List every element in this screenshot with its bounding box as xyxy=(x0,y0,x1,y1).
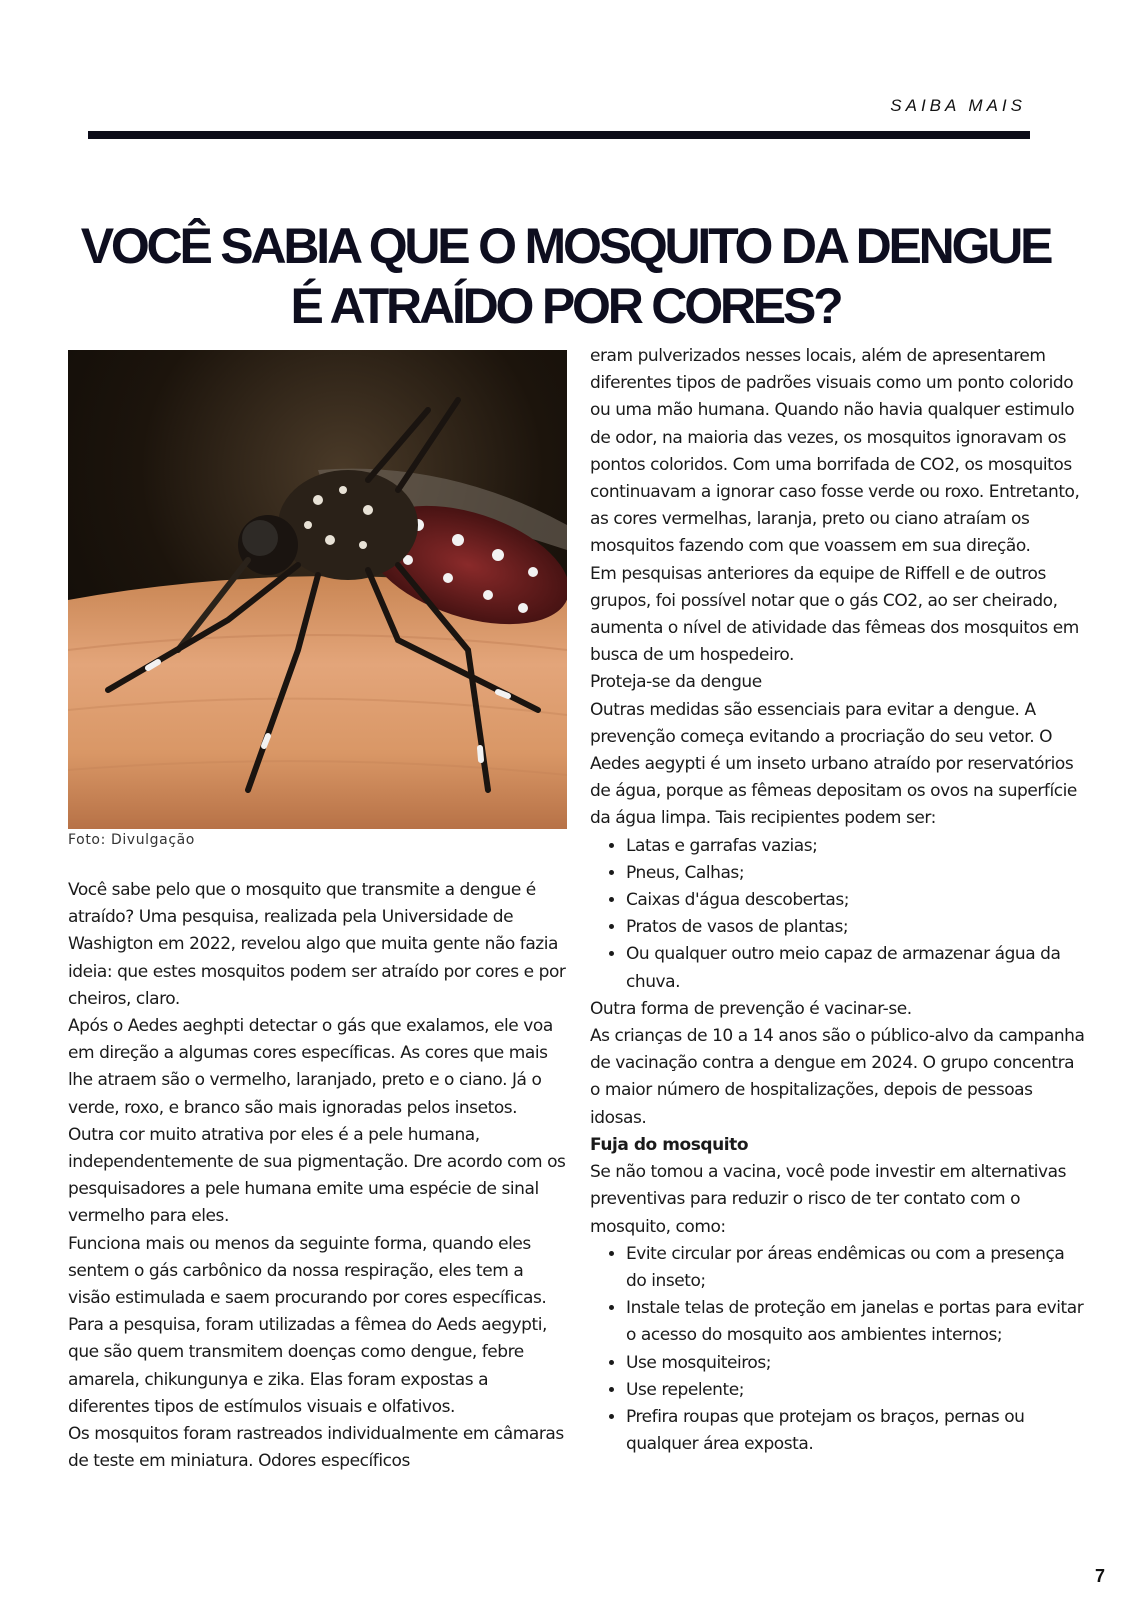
body-paragraph: Em pesquisas anteriores da equipe de Riffell e de outros grupos, foi possível notar que o gás CO2, ao ser cheirado, aumenta o nível de atividade das fêmeas dos mosquitos em busca de um hospedeiro. xyxy=(590,563,1079,666)
list-item: • Latas e garrafas vazias; xyxy=(626,833,1085,860)
body-paragraph: Após o Aedes aeghpti detectar o gás que exalamos, ele voa em direção a algumas cores específicas. As cores que mais lhe atraem são o vermelho, laranjado, preto e o ciano. Já o verde, roxo, e branco são mais ignoradas pelos insetos. Outra cor muito atrativa por eles é a pele humana, independentemente de sua pigmentação. Dre acordo com os pesquisadores a pele humana emite uma espécie de sinal vermelho para eles. xyxy=(68,1016,566,1227)
body-paragraph: Se não tomou a vacina, você pode investir em alternativas preventivas para reduzir o risco de ter contato com o mosquito, como: xyxy=(590,1162,1067,1237)
list-item: • Use mosquiteiros; xyxy=(626,1350,1085,1377)
body-paragraph: As crianças de 10 a 14 anos são o público-alvo da campanha de vacinação contra a dengue em 2024. O grupo concentra o maior número de hospitalizações, depois de pessoas idosas. xyxy=(590,1026,1085,1128)
body-paragraph: Outra forma de prevenção é vacinar-se. xyxy=(590,998,912,1019)
body-paragraph: Para a pesquisa, foram utilizadas a fêmea do Aeds aegypti, que são quem transmitem doenças como dengue, febre amarela, chikungunya e zika. Elas foram expostas a diferentes tipos de estímulos visuais e olfativos. xyxy=(68,1315,547,1417)
headline-line-2: É ATRAÍDO POR CORES? xyxy=(290,278,841,334)
list-item: • Pratos de vasos de plantas; xyxy=(626,914,1085,941)
body-paragraph: eram pulverizados nesses locais, além de apresentarem diferentes tipos de padrões visuais como um ponto colorido ou uma mão humana. Quando não havia qualquer estimulo de odor, na maioria das vezes, os mosquitos ignoravam os pontos coloridos. Com uma borrifada de CO2, os mosquitos continuavam a ignorar caso fosse verde ou roxo. Entretanto, as cores vermelhas, laranja, preto ou ciano atraíam os mosquitos fazendo com que voassem em sua direção. xyxy=(590,346,1080,557)
list-item: • Prefira roupas que protejam os braços, pernas ou qualquer área exposta. xyxy=(626,1404,1085,1458)
body-paragraph: Você sabe pelo que o mosquito que transmite a dengue é atraído? Uma pesquisa, realizada pela Universidade de Washigton em 2022, revelou algo que muita gente não fazia ideia: que estes mosquitos podem ser atraído por cores e por cheiros, claro. xyxy=(68,880,566,1009)
list-item: • Evite circular por áreas endêmicas ou com a presença do inseto; xyxy=(626,1241,1085,1295)
containers-list xyxy=(590,833,1085,996)
list-item: • Instale telas de proteção em janelas e portas para evitar o acesso do mosquito aos ambientes internos; xyxy=(626,1295,1085,1349)
section-label: SAIBA MAIS xyxy=(890,96,1026,115)
headline xyxy=(40,216,1091,336)
headline-line-1: VOCÊ SABIA QUE O MOSQUITO DA DENGUE xyxy=(80,218,1051,274)
left-column xyxy=(68,877,568,1475)
tips-list xyxy=(590,1241,1085,1459)
list-item: • Use repelente; xyxy=(626,1377,1085,1404)
mosquito-photo xyxy=(68,350,567,829)
header-rule xyxy=(88,131,1030,139)
photo-caption: Foto: Divulgação xyxy=(68,832,195,848)
body-paragraph: Outras medidas são essenciais para evitar a dengue. A prevenção começa evitando a procriação do seu vetor. O Aedes aegypti é um inseto urbano atraído por reservatórios de água, porque as fêmeas depositam os ovos na superfície da água limpa. Tais recipientes podem ser: xyxy=(590,699,1077,829)
subheading: Fuja do mosquito xyxy=(590,1134,749,1155)
right-column xyxy=(590,343,1085,1458)
list-item: • Pneus, Calhas; xyxy=(626,860,1085,887)
list-item: • Ou qualquer outro meio capaz de armazenar água da chuva. xyxy=(626,941,1085,995)
list-item: • Caixas d'água descobertas; xyxy=(626,887,1085,914)
body-paragraph: Os mosquitos foram rastreados individualmente em câmaras de teste em miniatura. Odores específicos xyxy=(68,1424,564,1472)
page-number: 7 xyxy=(1094,1566,1105,1586)
body-paragraph: Funciona mais ou menos da seguinte forma, quando eles sentem o gás carbônico da nossa respiração, eles tem a visão estimulada e saem procurando por cores específicas. xyxy=(68,1233,547,1309)
body-paragraph: Proteja-se da dengue xyxy=(590,672,762,693)
